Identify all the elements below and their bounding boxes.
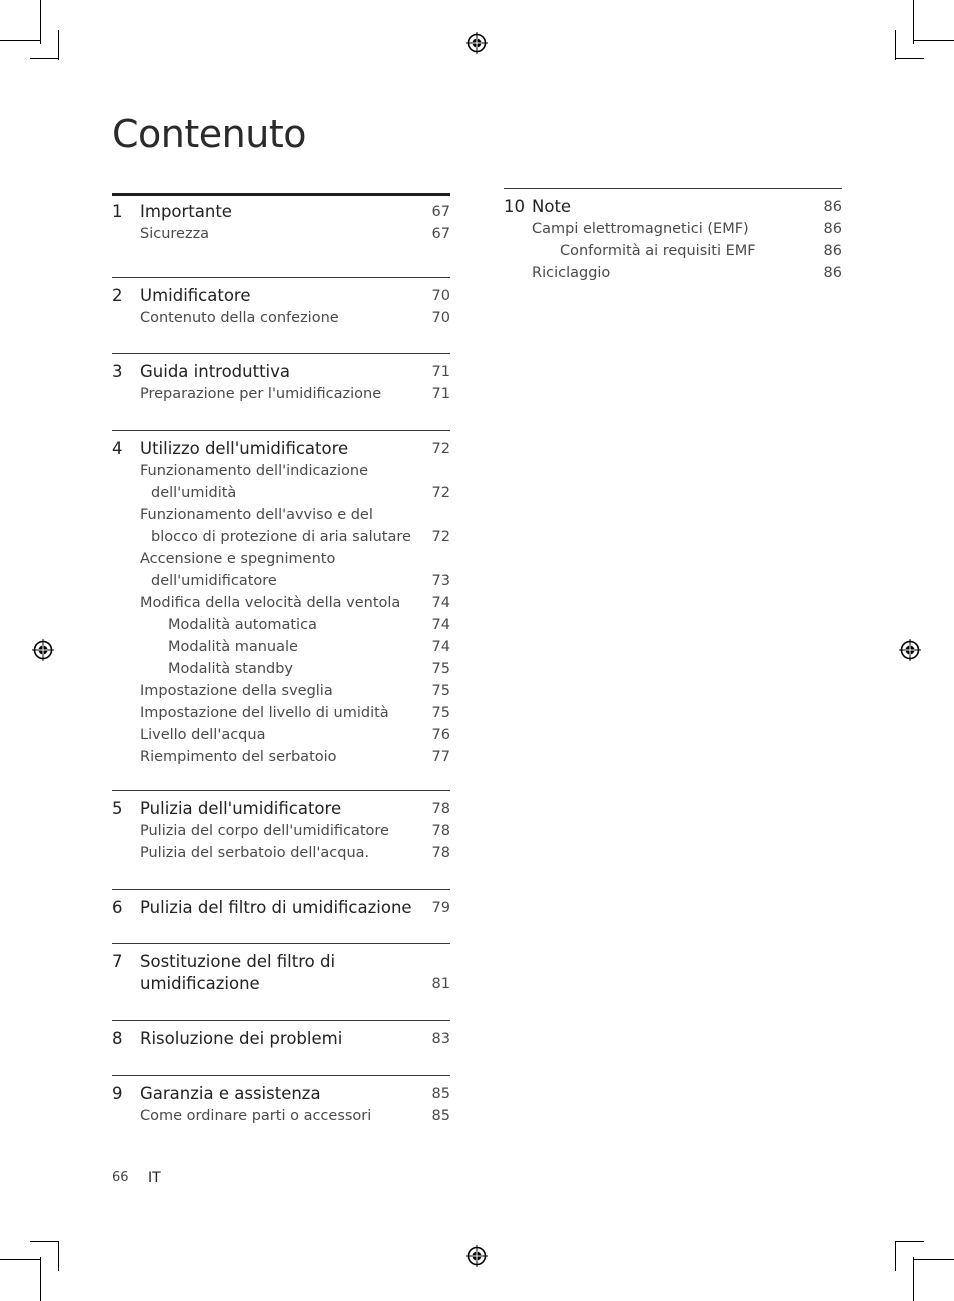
page-number: 81 xyxy=(431,976,450,992)
toc-entry xyxy=(112,383,450,405)
page-number: 74 xyxy=(431,617,450,633)
entry-title: Preparazione per l'umidificazione xyxy=(140,386,382,402)
entry-title: Riciclaggio xyxy=(532,265,611,281)
page-number: 75 xyxy=(431,661,450,677)
entry-title: Modifica della velocità della ventola xyxy=(140,595,401,611)
page-number: 76 xyxy=(431,727,450,743)
entry-title: Accensione e spegnimento xyxy=(140,551,336,567)
toc-entry-continued xyxy=(112,526,450,548)
crop-mark xyxy=(30,1241,59,1242)
page-number: 78 xyxy=(431,823,450,839)
entry-title: Contenuto della confezione xyxy=(140,310,339,326)
page-number: 78 xyxy=(431,801,450,817)
section-divider xyxy=(112,943,450,944)
section-number: 3 xyxy=(112,362,123,381)
toc-entry xyxy=(112,724,450,746)
toc-entry xyxy=(112,223,450,245)
section-divider xyxy=(112,353,450,354)
section-title: Note xyxy=(532,197,572,216)
crop-mark xyxy=(40,1257,41,1301)
entry-title: Modalità standby xyxy=(168,661,294,677)
section-number: 5 xyxy=(112,799,123,818)
section-title: Utilizzo dell'umidificatore xyxy=(140,439,349,458)
crop-mark xyxy=(58,30,59,60)
crop-mark xyxy=(913,1257,914,1301)
section-number: 8 xyxy=(112,1029,123,1048)
page-number: 85 xyxy=(431,1086,450,1102)
page-number: 79 xyxy=(431,900,450,916)
page-number: 86 xyxy=(823,265,842,281)
toc-entry xyxy=(504,262,842,284)
toc-entry xyxy=(112,614,450,636)
toc-heading-row xyxy=(112,1083,450,1105)
section-number: 6 xyxy=(112,898,123,917)
page-title: Contenuto xyxy=(112,112,306,156)
crop-mark xyxy=(30,58,59,59)
page-number: 71 xyxy=(431,364,450,380)
page-number: 74 xyxy=(431,595,450,611)
page-number: 78 xyxy=(431,845,450,861)
crop-mark xyxy=(895,1241,924,1242)
crop-mark xyxy=(895,30,896,60)
toc-column-right xyxy=(504,188,842,308)
page-number: 72 xyxy=(431,485,450,501)
entry-title-continued: dell'umidità xyxy=(151,485,237,501)
toc-entry-continued xyxy=(112,482,450,504)
toc-entry xyxy=(112,820,450,842)
toc-entry xyxy=(112,658,450,680)
entry-title: Conformità ai requisiti EMF xyxy=(560,243,756,259)
entry-title: Modalità automatica xyxy=(168,617,317,633)
crop-mark xyxy=(0,40,40,41)
section-divider xyxy=(112,277,450,278)
entry-title: Impostazione del livello di umidità xyxy=(140,705,389,721)
section-title: Importante xyxy=(140,202,232,221)
toc-entry xyxy=(112,636,450,658)
toc-heading-row xyxy=(112,897,450,919)
page-number: 72 xyxy=(431,441,450,457)
entry-title: Funzionamento dell'avviso e del xyxy=(140,507,373,523)
page-number: 72 xyxy=(431,529,450,545)
toc-heading-row xyxy=(112,201,450,223)
section-divider xyxy=(504,188,842,189)
entry-title: Pulizia del corpo dell'umidificatore xyxy=(140,823,389,839)
section-title: Garanzia e assistenza xyxy=(140,1084,321,1103)
crop-mark xyxy=(914,1259,954,1260)
page-number: 75 xyxy=(431,683,450,699)
entry-title-continued: blocco di protezione di aria salutare xyxy=(151,529,411,545)
crop-mark xyxy=(895,1241,896,1271)
entry-title: Impostazione della sveglia xyxy=(140,683,333,699)
page-number: 74 xyxy=(431,639,450,655)
section-divider xyxy=(112,1020,450,1021)
registration-mark-icon xyxy=(899,639,921,661)
crop-mark xyxy=(914,40,954,41)
section-divider xyxy=(112,889,450,890)
registration-mark-icon xyxy=(466,1245,488,1267)
entry-title: Livello dell'acqua xyxy=(140,727,266,743)
page-number: 67 xyxy=(431,204,450,220)
crop-mark xyxy=(913,0,914,44)
page-number: 83 xyxy=(431,1031,450,1047)
page-number: 66 xyxy=(112,1170,129,1185)
toc-heading-row xyxy=(112,285,450,307)
page-number: 67 xyxy=(431,226,450,242)
entry-title: Riempimento del serbatoio xyxy=(140,749,337,765)
registration-mark-icon xyxy=(466,32,488,54)
toc-entry xyxy=(112,1105,450,1127)
section-number: 9 xyxy=(112,1084,123,1103)
page-number: 70 xyxy=(431,310,450,326)
crop-mark xyxy=(40,0,41,44)
section-title: Pulizia del filtro di umidificazione xyxy=(140,898,412,917)
entry-title: Funzionamento dell'indicazione xyxy=(140,463,369,479)
toc-entry xyxy=(112,702,450,724)
page-footer xyxy=(112,1170,161,1186)
section-number: 2 xyxy=(112,286,123,305)
toc-entry xyxy=(112,842,450,864)
toc-entry xyxy=(112,460,450,482)
page-number: 71 xyxy=(431,386,450,402)
toc-heading-row xyxy=(112,973,450,995)
toc-entry xyxy=(504,240,842,262)
toc-heading-row xyxy=(112,798,450,820)
page-number: 73 xyxy=(431,573,450,589)
toc-entry xyxy=(112,592,450,614)
section-title-continued: umidificazione xyxy=(140,974,260,993)
section-divider xyxy=(112,790,450,791)
section-number: 10 xyxy=(504,197,525,216)
section-divider xyxy=(112,1075,450,1076)
entry-title: Come ordinare parti o accessori xyxy=(140,1108,372,1124)
entry-title: Sicurezza xyxy=(140,226,210,242)
toc-entry xyxy=(504,218,842,240)
toc-heading-row xyxy=(112,1028,450,1050)
page-number: 77 xyxy=(431,749,450,765)
language-code: IT xyxy=(148,1170,161,1186)
section-title: Pulizia dell'umidificatore xyxy=(140,799,342,818)
page-number: 70 xyxy=(431,288,450,304)
toc-entry xyxy=(112,746,450,768)
toc-entry xyxy=(112,548,450,570)
toc-heading-row xyxy=(112,951,450,973)
entry-title-continued: dell'umidificatore xyxy=(151,573,277,589)
toc-entry xyxy=(112,504,450,526)
page-number: 85 xyxy=(431,1108,450,1124)
section-title: Guida introduttiva xyxy=(140,362,291,381)
entry-title: Pulizia del serbatoio dell'acqua. xyxy=(140,845,370,861)
page-number: 86 xyxy=(823,221,842,237)
section-number: 7 xyxy=(112,952,123,971)
entry-title: Campi elettromagnetici (EMF) xyxy=(532,221,749,237)
toc-heading-row xyxy=(504,196,842,218)
section-number: 4 xyxy=(112,439,123,458)
crop-mark xyxy=(895,58,924,59)
toc-heading-row xyxy=(112,361,450,383)
toc-entry xyxy=(112,680,450,702)
section-title: Umidificatore xyxy=(140,286,251,305)
section-divider xyxy=(112,193,450,196)
section-title: Risoluzione dei problemi xyxy=(140,1029,343,1048)
toc-column-left xyxy=(112,193,450,1143)
section-title: Sostituzione del filtro di xyxy=(140,952,336,971)
toc-entry-continued xyxy=(112,570,450,592)
section-number: 1 xyxy=(112,202,123,221)
crop-mark xyxy=(58,1241,59,1271)
page-number: 86 xyxy=(823,199,842,215)
section-divider xyxy=(112,430,450,431)
crop-mark xyxy=(0,1259,40,1260)
entry-title: Modalità manuale xyxy=(168,639,298,655)
page-number: 86 xyxy=(823,243,842,259)
page-number: 75 xyxy=(431,705,450,721)
toc-entry xyxy=(112,307,450,329)
toc-heading-row xyxy=(112,438,450,460)
registration-mark-icon xyxy=(32,639,54,661)
